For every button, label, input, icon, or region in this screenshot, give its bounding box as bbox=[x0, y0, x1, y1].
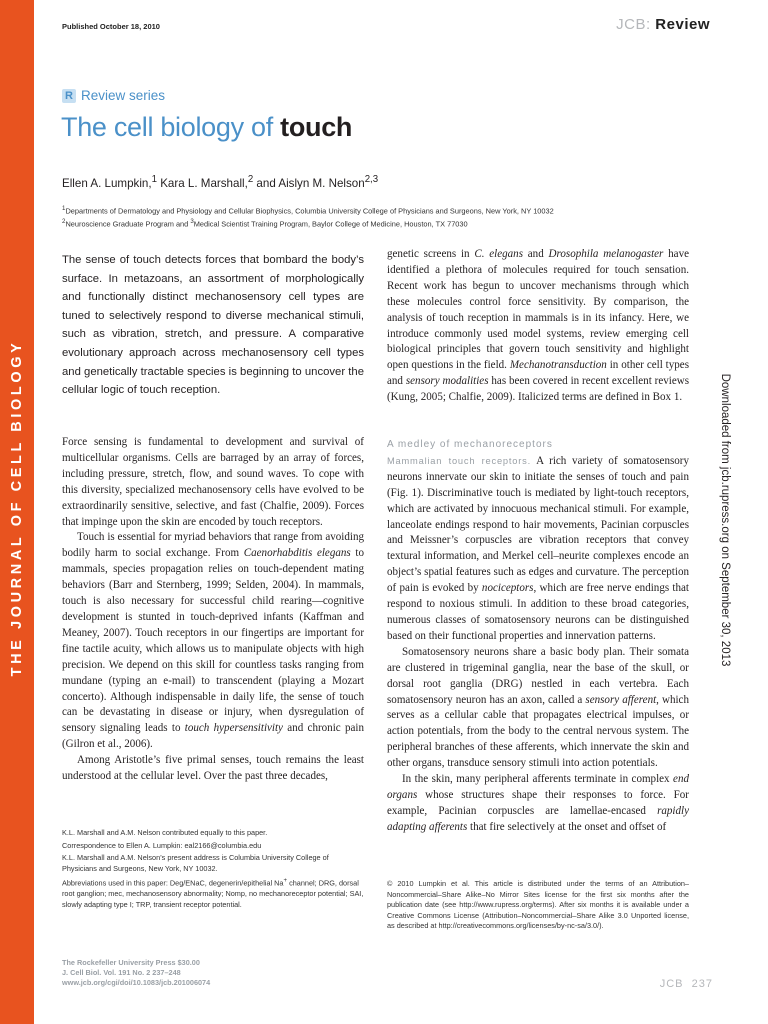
subsection-heading: Mammalian touch receptors. bbox=[387, 455, 531, 466]
page-number bbox=[660, 978, 713, 990]
press-info bbox=[62, 958, 210, 988]
title-bold: touch bbox=[280, 112, 353, 142]
section-heading: A medley of mechanoreceptors bbox=[387, 439, 553, 450]
review-series-label: Review series bbox=[81, 88, 166, 103]
text-run: , which serves as a cellular cable that propagates electrical impulses, or action potentials, from the body to the central nervous system. The peripheral branches of these afferents, which innervate the skin and other organs, transduce sensory stimuli into action potentials. bbox=[387, 693, 689, 770]
affiliation-2-sup: 2 bbox=[62, 217, 66, 225]
author-3-sup: 2,3 bbox=[364, 174, 379, 185]
review-series-icon: R bbox=[62, 89, 76, 103]
affiliation-1-sup: 1 bbox=[62, 205, 66, 212]
footnote-correspondence: Correspondence to Ellen A. Lumpkin: eal2166@columbia.edu bbox=[62, 840, 262, 850]
text-run: Somatosensory neurons share a basic body plan. Their somata are clustered in trigeminal ganglia, near the base of the skull, or dorsal root ganglia (DRG) nestled in each vertebra. Each somatosensory neuron has an axon, called a bbox=[387, 645, 689, 706]
affiliations bbox=[62, 204, 702, 230]
author-list bbox=[62, 174, 378, 190]
italic-term: C. elegans bbox=[474, 248, 523, 260]
author-1: Ellen A. Lumpkin, bbox=[62, 176, 152, 190]
affiliation-2-text-a: Neuroscience Graduate Program and bbox=[65, 219, 191, 229]
paragraph bbox=[387, 454, 689, 645]
text-run: has been covered in recent excellent reviews (Kung, 2005; Chalfie, 2009). Italicized terms are defined in Box 1. bbox=[387, 375, 690, 404]
text-run: Abbreviations used in this paper: Deg/ENaC, degenerin/epithelial Na bbox=[62, 878, 284, 888]
author-1-sup: 1 bbox=[151, 174, 157, 185]
author-2-sup: 2 bbox=[247, 174, 254, 185]
text-run: to mammals, species propagation relies on touch-dependent mating behaviors (Barr and Sternberg, 1999; Selden, 2004). In mammals, touch is also necessary for successful child rearing—cognitive development is stunted in touch-deprived infants (Kaffman and Meaney, 2007). Touch receptors in our fingertips are important for fine tactile acuity, which allows us to manipulate objects with high precision. We depend on this skill for countless tasks ranging from mundane (typing an e-mail) to transcendent (playing a Mozart concerto). Although indispensable in daily life, the sense of touch can be devastating in disease or injury, when dysregulation of sensory signaling leads to bbox=[62, 547, 364, 735]
review-series bbox=[62, 88, 165, 103]
page-number-value: 237 bbox=[691, 978, 713, 990]
text-run: in other cell types and bbox=[387, 359, 690, 388]
paragraph: Force sensing is fundamental to development and survival of multicellular organisms. Cells are barraged by an array of forces, including pressure, stretch, flow, and sound waves. To cope with this diversity, specialized mechanosensory cells have evolved to be extraordinarily sensitive, selective, and fast (Chalfie, 2009). Forces that impinge upon the skin are encoded by touch receptors. bbox=[62, 436, 364, 528]
title-plain: The cell biology of bbox=[61, 112, 281, 142]
journal-sidebar bbox=[0, 0, 34, 1024]
affiliation-1-text: Departments of Dermatology and Physiology and Cellular Biophysics, Columbia University College of Physicians and Surgeons, New York, NY 10032 bbox=[65, 206, 554, 216]
paragraph bbox=[387, 772, 689, 836]
author-3: and Aislyn M. Nelson bbox=[253, 176, 365, 190]
press-line-1: The Rockefeller University Press $30.00 bbox=[62, 958, 200, 967]
sidebar-journal-name: THE JOURNAL OF CELL BIOLOGY bbox=[9, 339, 25, 677]
text-run: and bbox=[523, 248, 549, 260]
footnote-abbreviations bbox=[62, 876, 364, 910]
italic-term: nociceptors bbox=[481, 582, 534, 595]
journal-section: Review bbox=[655, 16, 710, 33]
text-run: and chronic pain (Gilron et al., 2006). bbox=[62, 722, 364, 751]
copyright-notice: © 2010 Lumpkin et al. This article is distributed under the terms of an Attribution–Noncommercial–Share Alike–No Mirror Sites license for the first six months after the publication date (see http://www.rupress.org/terms). After six months it is available under a Creative Commons License (Attribution–Noncommercial–Share Alike 3.0 Unported license, as described at http://creativecommons.org/licenses/by-nc-sa/3.0/). bbox=[387, 879, 689, 930]
text-run: A rich variety of somatosensory neurons innervate our skin to initiate the senses of touch and pain (Fig. 1). Discriminative touch is mediated by light-touch receptors, which are activated by innocuous mechanical stimuli. For example, lanceolate endings respond to hair movements, Pacinian corpuscles and Meissner’s corpuscles are vibration receptors that convey textural information, and Merkel cell–neurite complexes encode an object’s spatial features such as edges and curvature. The perception of pain is evoked by bbox=[387, 454, 689, 595]
italic-term: rapidly adapting afferents bbox=[387, 804, 689, 833]
journal-prefix: JCB: bbox=[616, 16, 651, 33]
author-2: Kara L. Marshall, bbox=[156, 176, 248, 190]
press-line-2: J. Cell Biol. Vol. 191 No. 2 237–248 bbox=[62, 968, 181, 977]
text-run: have identified a plethora of molecules required for touch sensation. Recent work has begun to uncover mechanisms through which these molecules control force sensitivity. By comparison, the analysis of touch reception in mammals is in its infancy. Here, we introduce commonly used model systems, review emerging cell biological principles that govern touch sensitivity and highlight open questions in the field. bbox=[387, 248, 689, 372]
journal-section-label bbox=[616, 16, 710, 33]
text-run: , which are free nerve endings that respond to noxious stimuli. In addition to these broad categories, numerous classes of somatosensory neurons can be distinguished based on their functional properties and innervation patterns. bbox=[387, 582, 689, 642]
footnote-equal-contribution: K.L. Marshall and A.M. Nelson contributed equally to this paper. bbox=[62, 828, 268, 837]
paragraph bbox=[387, 645, 689, 772]
text-run: Touch is essential for myriad behaviors that range from avoiding bodily harm to social exchange. From bbox=[62, 531, 364, 560]
italic-term: touch hypersensitivity bbox=[184, 722, 283, 735]
text-run: whose structures shape their responses to force. For example, Pacinian corpuscles are lamellae-encased bbox=[387, 788, 689, 817]
text-run: In the skin, many peripheral afferents terminate in complex bbox=[402, 773, 674, 786]
article-title bbox=[61, 112, 352, 143]
text-run: channel; DRG, dorsal root ganglion; mec, mechanosensory abnormality; Nomp, no mechanoreceptor potential; SAI, slowly adapting type I; TRP, transient receptor potential. bbox=[62, 878, 364, 909]
body-right-column-top bbox=[387, 247, 689, 406]
superscript: + bbox=[283, 877, 288, 885]
affiliation-2-text-b: Medical Scientist Training Program, Baylor College of Medicine, Houston, TX 77030 bbox=[193, 219, 468, 229]
affiliation-1 bbox=[62, 204, 702, 217]
press-doi-link[interactable]: www.jcb.org/cgi/doi/10.1083/jcb.201006074 bbox=[62, 978, 211, 987]
italic-term: Caenorhabditis elegans bbox=[243, 547, 351, 560]
abstract: The sense of touch detects forces that bombard the body’s surface. In metazoans, an assortment of morphologically and functionally distinct mechanosensory cell types are tuned to selectively respond to diverse mechanical stimuli, such as vibration, stretch, and pressure. A comparative evolutionary approach across mechanosensory cell types and genetically tractable species is beginning to uncover the cellular logic of touch reception. bbox=[62, 254, 364, 397]
affiliation-2 bbox=[62, 217, 702, 230]
italic-term: sensory afferent bbox=[585, 693, 657, 706]
italic-term: Mechanotransduction bbox=[509, 359, 607, 372]
footnote-present-address: K.L. Marshall and A.M. Nelson’s present address is Columbia University College of Physicians and Surgeons, New York, NY 10032. bbox=[62, 853, 329, 873]
paragraph: Among Aristotle’s five primal senses, touch remains the least understood at the cellular level. Over the past three decades, bbox=[62, 754, 364, 783]
affiliation-3-sup: 3 bbox=[190, 217, 194, 225]
paragraph bbox=[62, 530, 364, 753]
text-run: that fire selectively at the onset and offset of bbox=[467, 820, 667, 833]
text-run: genetic screens in bbox=[387, 248, 475, 260]
footnotes bbox=[62, 828, 364, 913]
body-left-column bbox=[62, 435, 364, 785]
published-date: Published October 18, 2010 bbox=[62, 22, 160, 31]
italic-term: end organs bbox=[387, 773, 689, 801]
page-journal: JCB bbox=[659, 978, 684, 990]
paragraph bbox=[387, 247, 689, 406]
download-watermark: Downloaded from jcb.rupress.org on September 30, 2013 bbox=[719, 373, 731, 667]
italic-term: sensory modalities bbox=[405, 375, 489, 388]
italic-term: Drosophila melanogaster bbox=[548, 248, 664, 260]
body-right-column-section bbox=[387, 437, 689, 836]
